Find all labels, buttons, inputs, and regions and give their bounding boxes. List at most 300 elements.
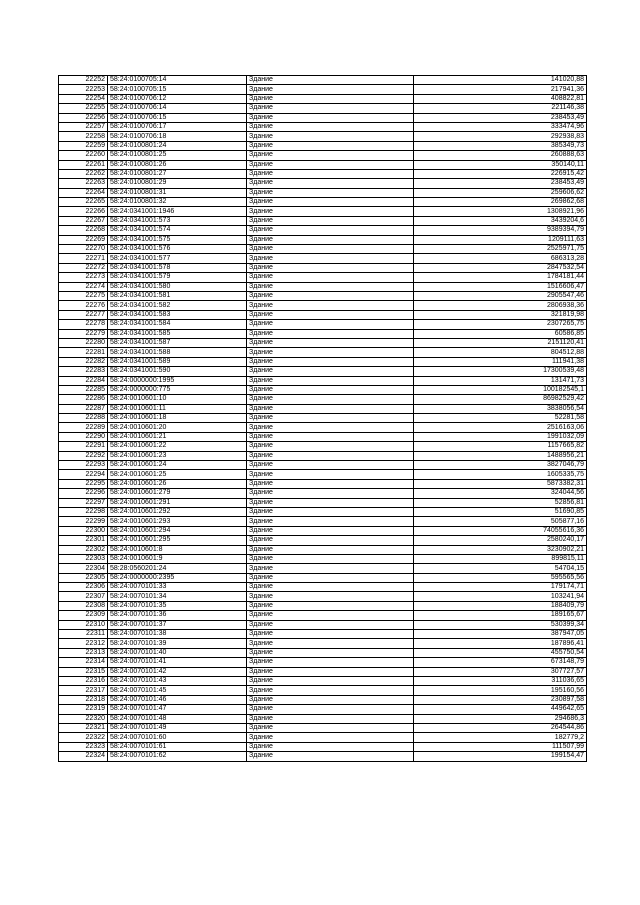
cadastral-value-cell: 195160,56 bbox=[414, 686, 587, 695]
table-row bbox=[59, 630, 587, 639]
object-type-cell: Здание bbox=[247, 517, 414, 526]
row-number-cell: 22283 bbox=[59, 367, 108, 376]
object-type-cell: Здание bbox=[247, 104, 414, 113]
cadastral-number-cell: 58:24:0070101:46 bbox=[108, 695, 247, 704]
cadastral-value-cell: 3838056,54 bbox=[414, 404, 587, 413]
row-number-cell: 22287 bbox=[59, 404, 108, 413]
cadastral-value-cell: 387947,05 bbox=[414, 630, 587, 639]
row-number-cell: 22310 bbox=[59, 620, 108, 629]
object-type-cell: Здание bbox=[247, 742, 414, 751]
table-row bbox=[59, 235, 587, 244]
row-number-cell: 22297 bbox=[59, 498, 108, 507]
object-type-cell: Здание bbox=[247, 235, 414, 244]
row-number-cell: 22256 bbox=[59, 113, 108, 122]
object-type-cell: Здание bbox=[247, 357, 414, 366]
cadastral-number-cell: 58:24:0341001:575 bbox=[108, 235, 247, 244]
cadastral-number-cell: 58:24:0010601:11 bbox=[108, 404, 247, 413]
cadastral-number-cell: 58:24:0010601:22 bbox=[108, 442, 247, 451]
row-number-cell: 22271 bbox=[59, 254, 108, 263]
table-row bbox=[59, 395, 587, 404]
object-type-cell: Здание bbox=[247, 263, 414, 272]
cadastral-value-cell: 385349,73 bbox=[414, 141, 587, 150]
cadastral-value-cell: 17300539,48 bbox=[414, 367, 587, 376]
cadastral-value-cell: 60586,85 bbox=[414, 329, 587, 338]
object-type-cell: Здание bbox=[247, 723, 414, 732]
row-number-cell: 22286 bbox=[59, 395, 108, 404]
object-type-cell: Здание bbox=[247, 545, 414, 554]
object-type-cell: Здание bbox=[247, 620, 414, 629]
cadastral-number-cell: 58:24:0100801:29 bbox=[108, 179, 247, 188]
cadastral-number-cell: 58:24:0010601:25 bbox=[108, 470, 247, 479]
object-type-cell: Здание bbox=[247, 395, 414, 404]
cadastral-number-cell: 58:24:0070101:41 bbox=[108, 658, 247, 667]
table-row bbox=[59, 348, 587, 357]
cadastral-value-cell: 2516163,06 bbox=[414, 423, 587, 432]
cadastral-number-cell: 58:24:0341001:584 bbox=[108, 320, 247, 329]
object-type-cell: Здание bbox=[247, 667, 414, 676]
cadastral-value-cell: 51690,85 bbox=[414, 507, 587, 516]
object-type-cell: Здание bbox=[247, 338, 414, 347]
object-type-cell: Здание bbox=[247, 85, 414, 94]
cadastral-value-cell: 2905547,46 bbox=[414, 291, 587, 300]
table-row bbox=[59, 592, 587, 601]
cadastral-value-cell: 260888,63 bbox=[414, 151, 587, 160]
cadastral-number-cell: 58:24:0070101:47 bbox=[108, 705, 247, 714]
cadastral-value-cell: 292938,83 bbox=[414, 132, 587, 141]
object-type-cell: Здание bbox=[247, 132, 414, 141]
row-number-cell: 22276 bbox=[59, 301, 108, 310]
cadastral-value-cell: 1784181,44 bbox=[414, 273, 587, 282]
cadastral-value-cell: 131471,73 bbox=[414, 376, 587, 385]
object-type-cell: Здание bbox=[247, 554, 414, 563]
row-number-cell: 22280 bbox=[59, 338, 108, 347]
object-type-cell: Здание bbox=[247, 282, 414, 291]
cadastral-value-cell: 307727,57 bbox=[414, 667, 587, 676]
object-type-cell: Здание bbox=[247, 677, 414, 686]
row-number-cell: 22269 bbox=[59, 235, 108, 244]
row-number-cell: 22293 bbox=[59, 461, 108, 470]
row-number-cell: 22295 bbox=[59, 479, 108, 488]
object-type-cell: Здание bbox=[247, 461, 414, 470]
cadastral-value-cell: 595565,56 bbox=[414, 573, 587, 582]
row-number-cell: 22270 bbox=[59, 245, 108, 254]
cadastral-number-cell: 58:24:0341001:573 bbox=[108, 216, 247, 225]
object-type-cell: Здание bbox=[247, 695, 414, 704]
table-row bbox=[59, 583, 587, 592]
table-row bbox=[59, 526, 587, 535]
cadastral-number-cell: 58:24:0070101:45 bbox=[108, 686, 247, 695]
object-type-cell: Здание bbox=[247, 526, 414, 535]
cadastral-value-cell: 269862,68 bbox=[414, 198, 587, 207]
cadastral-number-cell: 58:24:0100705:15 bbox=[108, 85, 247, 94]
row-number-cell: 22281 bbox=[59, 348, 108, 357]
cadastral-number-cell: 58:24:0341001:574 bbox=[108, 226, 247, 235]
table-row bbox=[59, 658, 587, 667]
cadastral-number-cell: 58:24:0100801:26 bbox=[108, 160, 247, 169]
object-type-cell: Здание bbox=[247, 367, 414, 376]
object-type-cell: Здание bbox=[247, 639, 414, 648]
row-number-cell: 22260 bbox=[59, 151, 108, 160]
row-number-cell: 22320 bbox=[59, 714, 108, 723]
cadastral-number-cell: 58:24:0100706:15 bbox=[108, 113, 247, 122]
table-row bbox=[59, 733, 587, 742]
table-row bbox=[59, 723, 587, 732]
cadastral-value-cell: 182779,2 bbox=[414, 733, 587, 742]
row-number-cell: 22292 bbox=[59, 451, 108, 460]
cadastral-number-cell: 58:24:0341001:579 bbox=[108, 273, 247, 282]
row-number-cell: 22303 bbox=[59, 554, 108, 563]
cadastral-value-cell: 199154,47 bbox=[414, 752, 587, 761]
object-type-cell: Здание bbox=[247, 442, 414, 451]
row-number-cell: 22264 bbox=[59, 188, 108, 197]
cadastral-number-cell: 58:24:0010601:8 bbox=[108, 545, 247, 554]
object-type-cell: Здание bbox=[247, 573, 414, 582]
cadastral-value-cell: 9389394,79 bbox=[414, 226, 587, 235]
object-type-cell: Здание bbox=[247, 329, 414, 338]
cadastral-value-cell: 2806938,36 bbox=[414, 301, 587, 310]
object-type-cell: Здание bbox=[247, 254, 414, 263]
table-row bbox=[59, 414, 587, 423]
row-number-cell: 22290 bbox=[59, 432, 108, 441]
object-type-cell: Здание bbox=[247, 291, 414, 300]
cadastral-value-cell: 324044,56 bbox=[414, 489, 587, 498]
table-row bbox=[59, 169, 587, 178]
table-row bbox=[59, 141, 587, 150]
object-type-cell: Здание bbox=[247, 151, 414, 160]
object-type-cell: Здание bbox=[247, 273, 414, 282]
row-number-cell: 22300 bbox=[59, 526, 108, 535]
cadastral-number-cell: 58:24:0000000:1995 bbox=[108, 376, 247, 385]
cadastral-value-cell: 179174,71 bbox=[414, 583, 587, 592]
table-row bbox=[59, 498, 587, 507]
table-row bbox=[59, 216, 587, 225]
cadastral-value-cell: 238453,49 bbox=[414, 113, 587, 122]
cadastral-value-cell: 1991032,09 bbox=[414, 432, 587, 441]
cadastral-number-cell: 58:24:0070101:42 bbox=[108, 667, 247, 676]
cadastral-value-cell: 1516606,47 bbox=[414, 282, 587, 291]
cadastral-value-cell: 2525971,75 bbox=[414, 245, 587, 254]
object-type-cell: Здание bbox=[247, 752, 414, 761]
table-row bbox=[59, 263, 587, 272]
cadastral-number-cell: 58:24:0000000:2395 bbox=[108, 573, 247, 582]
object-type-cell: Здание bbox=[247, 479, 414, 488]
table-row bbox=[59, 179, 587, 188]
cadastral-value-cell: 187896,41 bbox=[414, 639, 587, 648]
cadastral-value-cell: 74055616,36 bbox=[414, 526, 587, 535]
cadastral-value-cell: 449642,65 bbox=[414, 705, 587, 714]
cadastral-value-cell: 899815,11 bbox=[414, 554, 587, 563]
object-type-cell: Здание bbox=[247, 404, 414, 413]
cadastral-number-cell: 58:24:0341001:587 bbox=[108, 338, 247, 347]
table-row bbox=[59, 432, 587, 441]
row-number-cell: 22322 bbox=[59, 733, 108, 742]
row-number-cell: 22314 bbox=[59, 658, 108, 667]
table-row bbox=[59, 207, 587, 216]
cadastral-value-cell: 238453,49 bbox=[414, 179, 587, 188]
object-type-cell: Здание bbox=[247, 122, 414, 131]
row-number-cell: 22312 bbox=[59, 639, 108, 648]
cadastral-number-cell: 58:24:0010601:294 bbox=[108, 526, 247, 535]
table-row bbox=[59, 479, 587, 488]
row-number-cell: 22279 bbox=[59, 329, 108, 338]
object-type-cell: Здание bbox=[247, 301, 414, 310]
row-number-cell: 22253 bbox=[59, 85, 108, 94]
row-number-cell: 22324 bbox=[59, 752, 108, 761]
table-row bbox=[59, 338, 587, 347]
object-type-cell: Здание bbox=[247, 451, 414, 460]
cadastral-number-cell: 58:24:0100801:31 bbox=[108, 188, 247, 197]
cadastral-number-cell: 58:24:0070101:35 bbox=[108, 601, 247, 610]
table-row bbox=[59, 310, 587, 319]
row-number-cell: 22323 bbox=[59, 742, 108, 751]
cadastral-number-cell: 58:24:0100801:25 bbox=[108, 151, 247, 160]
object-type-cell: Здание bbox=[247, 583, 414, 592]
row-number-cell: 22285 bbox=[59, 385, 108, 394]
cadastral-number-cell: 58:24:0341001:581 bbox=[108, 291, 247, 300]
row-number-cell: 22258 bbox=[59, 132, 108, 141]
object-type-cell: Здание bbox=[247, 76, 414, 85]
cadastral-number-cell: 58:24:0070101:61 bbox=[108, 742, 247, 751]
table-row bbox=[59, 226, 587, 235]
object-type-cell: Здание bbox=[247, 601, 414, 610]
table-row bbox=[59, 752, 587, 761]
table-row bbox=[59, 564, 587, 573]
cadastral-number-cell: 58:24:0341001:577 bbox=[108, 254, 247, 263]
cadastral-number-cell: 58:24:0010601:20 bbox=[108, 423, 247, 432]
table-row bbox=[59, 160, 587, 169]
object-type-cell: Здание bbox=[247, 94, 414, 103]
cadastral-number-cell: 58:24:0070101:60 bbox=[108, 733, 247, 742]
table-row bbox=[59, 151, 587, 160]
cadastral-number-cell: 58:24:0341001:576 bbox=[108, 245, 247, 254]
table-row bbox=[59, 94, 587, 103]
cadastral-value-cell: 217941,36 bbox=[414, 85, 587, 94]
cadastral-number-cell: 58:24:0070101:40 bbox=[108, 648, 247, 657]
row-number-cell: 22265 bbox=[59, 198, 108, 207]
cadastral-number-cell: 58:24:0010601:292 bbox=[108, 507, 247, 516]
cadastral-value-cell: 321819,98 bbox=[414, 310, 587, 319]
cadastral-number-cell: 58:24:0070101:38 bbox=[108, 630, 247, 639]
object-type-cell: Здание bbox=[247, 498, 414, 507]
cadastral-number-cell: 58:24:0010601:23 bbox=[108, 451, 247, 460]
row-number-cell: 22261 bbox=[59, 160, 108, 169]
row-number-cell: 22254 bbox=[59, 94, 108, 103]
table-row bbox=[59, 620, 587, 629]
row-number-cell: 22289 bbox=[59, 423, 108, 432]
cadastral-number-cell: 58:24:0010601:26 bbox=[108, 479, 247, 488]
row-number-cell: 22302 bbox=[59, 545, 108, 554]
row-number-cell: 22273 bbox=[59, 273, 108, 282]
cadastral-number-cell: 58:24:0070101:33 bbox=[108, 583, 247, 592]
cadastral-value-cell: 1157665,82 bbox=[414, 442, 587, 451]
cadastral-number-cell: 58:24:0341001:589 bbox=[108, 357, 247, 366]
row-number-cell: 22278 bbox=[59, 320, 108, 329]
cadastral-value-cell: 100182545,1 bbox=[414, 385, 587, 394]
cadastral-value-cell: 86982529,42 bbox=[414, 395, 587, 404]
table-row bbox=[59, 442, 587, 451]
row-number-cell: 22307 bbox=[59, 592, 108, 601]
table-row bbox=[59, 329, 587, 338]
cadastral-value-cell: 408822,81 bbox=[414, 94, 587, 103]
cadastral-value-cell: 673148,79 bbox=[414, 658, 587, 667]
row-number-cell: 22267 bbox=[59, 216, 108, 225]
cadastral-value-cell: 1308921,96 bbox=[414, 207, 587, 216]
cadastral-value-cell: 111941,38 bbox=[414, 357, 587, 366]
cadastral-value-cell: 52856,81 bbox=[414, 498, 587, 507]
cadastral-value-cell: 141020,88 bbox=[414, 76, 587, 85]
cadastral-number-cell: 58:24:0010601:10 bbox=[108, 395, 247, 404]
cadastral-number-cell: 58:28:0560201:24 bbox=[108, 564, 247, 573]
cadastral-value-cell: 686313,28 bbox=[414, 254, 587, 263]
table-row bbox=[59, 113, 587, 122]
cadastral-number-cell: 58:24:0070101:48 bbox=[108, 714, 247, 723]
table-row bbox=[59, 536, 587, 545]
object-type-cell: Здание bbox=[247, 226, 414, 235]
table-row bbox=[59, 461, 587, 470]
table-row bbox=[59, 686, 587, 695]
cadastral-value-cell: 2847532,54 bbox=[414, 263, 587, 272]
table-row bbox=[59, 667, 587, 676]
row-number-cell: 22282 bbox=[59, 357, 108, 366]
object-type-cell: Здание bbox=[247, 376, 414, 385]
cadastral-number-cell: 58:24:0341001:588 bbox=[108, 348, 247, 357]
cadastral-number-cell: 58:24:0070101:36 bbox=[108, 611, 247, 620]
row-number-cell: 22311 bbox=[59, 630, 108, 639]
table-body bbox=[59, 76, 587, 762]
cadastral-value-cell: 3827046,79 bbox=[414, 461, 587, 470]
row-number-cell: 22274 bbox=[59, 282, 108, 291]
object-type-cell: Здание bbox=[247, 470, 414, 479]
table-row bbox=[59, 451, 587, 460]
table-row bbox=[59, 517, 587, 526]
cadastral-value-cell: 221146,38 bbox=[414, 104, 587, 113]
table-row bbox=[59, 132, 587, 141]
cadastral-value-cell: 259606,62 bbox=[414, 188, 587, 197]
cadastral-value-cell: 54704,15 bbox=[414, 564, 587, 573]
cadastral-number-cell: 58:24:0010601:21 bbox=[108, 432, 247, 441]
cadastral-value-cell: 1209111,63 bbox=[414, 235, 587, 244]
row-number-cell: 22318 bbox=[59, 695, 108, 704]
row-number-cell: 22317 bbox=[59, 686, 108, 695]
cadastral-number-cell: 58:24:0100801:24 bbox=[108, 141, 247, 150]
row-number-cell: 22319 bbox=[59, 705, 108, 714]
object-type-cell: Здание bbox=[247, 611, 414, 620]
row-number-cell: 22262 bbox=[59, 169, 108, 178]
cadastral-value-cell: 294686,3 bbox=[414, 714, 587, 723]
table-row bbox=[59, 573, 587, 582]
cadastral-number-cell: 58:24:0070101:39 bbox=[108, 639, 247, 648]
table-row bbox=[59, 545, 587, 554]
cadastral-value-cell: 2307265,75 bbox=[414, 320, 587, 329]
table-row bbox=[59, 198, 587, 207]
table-row bbox=[59, 376, 587, 385]
row-number-cell: 22308 bbox=[59, 601, 108, 610]
object-type-cell: Здание bbox=[247, 141, 414, 150]
cadastral-number-cell: 58:24:0010601:18 bbox=[108, 414, 247, 423]
table-row bbox=[59, 742, 587, 751]
cadastral-value-cell: 230897,58 bbox=[414, 695, 587, 704]
object-type-cell: Здание bbox=[247, 564, 414, 573]
table-row bbox=[59, 677, 587, 686]
table-row bbox=[59, 601, 587, 610]
table-row bbox=[59, 404, 587, 413]
object-type-cell: Здание bbox=[247, 216, 414, 225]
row-number-cell: 22315 bbox=[59, 667, 108, 676]
object-type-cell: Здание bbox=[247, 113, 414, 122]
cadastral-number-cell: 58:24:0070101:49 bbox=[108, 723, 247, 732]
row-number-cell: 22255 bbox=[59, 104, 108, 113]
row-number-cell: 22316 bbox=[59, 677, 108, 686]
cadastral-value-cell: 264544,86 bbox=[414, 723, 587, 732]
object-type-cell: Здание bbox=[247, 686, 414, 695]
cadastral-number-cell: 58:24:0100705:14 bbox=[108, 76, 247, 85]
row-number-cell: 22284 bbox=[59, 376, 108, 385]
object-type-cell: Здание bbox=[247, 207, 414, 216]
table-row bbox=[59, 489, 587, 498]
object-type-cell: Здание bbox=[247, 714, 414, 723]
row-number-cell: 22288 bbox=[59, 414, 108, 423]
table-row bbox=[59, 76, 587, 85]
cadastral-value-cell: 5873382,31 bbox=[414, 479, 587, 488]
object-type-cell: Здание bbox=[247, 507, 414, 516]
cadastral-number-cell: 58:24:0341001:578 bbox=[108, 263, 247, 272]
cadastral-number-cell: 58:24:0341001:1946 bbox=[108, 207, 247, 216]
row-number-cell: 22309 bbox=[59, 611, 108, 620]
cadastral-value-cell: 2580240,17 bbox=[414, 536, 587, 545]
table-row bbox=[59, 122, 587, 131]
cadastral-value-cell: 1488956,21 bbox=[414, 451, 587, 460]
cadastral-value-cell: 3439204,6 bbox=[414, 216, 587, 225]
table-row bbox=[59, 367, 587, 376]
cadastral-value-cell: 350140,11 bbox=[414, 160, 587, 169]
cadastral-number-cell: 58:24:0341001:583 bbox=[108, 310, 247, 319]
table-row bbox=[59, 611, 587, 620]
table-row bbox=[59, 423, 587, 432]
table-row bbox=[59, 320, 587, 329]
object-type-cell: Здание bbox=[247, 592, 414, 601]
table-row bbox=[59, 507, 587, 516]
row-number-cell: 22277 bbox=[59, 310, 108, 319]
object-type-cell: Здание bbox=[247, 310, 414, 319]
row-number-cell: 22306 bbox=[59, 583, 108, 592]
object-type-cell: Здание bbox=[247, 432, 414, 441]
cadastral-number-cell: 58:24:0070101:34 bbox=[108, 592, 247, 601]
cadastral-value-cell: 226915,42 bbox=[414, 169, 587, 178]
object-type-cell: Здание bbox=[247, 320, 414, 329]
object-type-cell: Здание bbox=[247, 160, 414, 169]
row-number-cell: 22263 bbox=[59, 179, 108, 188]
cadastral-value-cell: 804512,88 bbox=[414, 348, 587, 357]
cadastral-number-cell: 58:24:0010601:291 bbox=[108, 498, 247, 507]
table-row bbox=[59, 291, 587, 300]
cadastral-value-cell: 103241,94 bbox=[414, 592, 587, 601]
object-type-cell: Здание bbox=[247, 179, 414, 188]
cadastral-number-cell: 58:24:0100706:12 bbox=[108, 94, 247, 103]
row-number-cell: 22305 bbox=[59, 573, 108, 582]
row-number-cell: 22299 bbox=[59, 517, 108, 526]
cadastral-value-cell: 311036,65 bbox=[414, 677, 587, 686]
cadastral-table bbox=[58, 75, 587, 762]
object-type-cell: Здание bbox=[247, 733, 414, 742]
table-row bbox=[59, 385, 587, 394]
cadastral-number-cell: 58:24:0100706:14 bbox=[108, 104, 247, 113]
object-type-cell: Здание bbox=[247, 536, 414, 545]
cadastral-number-cell: 58:24:0070101:62 bbox=[108, 752, 247, 761]
cadastral-number-cell: 58:24:0000000:775 bbox=[108, 385, 247, 394]
row-number-cell: 22257 bbox=[59, 122, 108, 131]
object-type-cell: Здание bbox=[247, 630, 414, 639]
cadastral-number-cell: 58:24:0341001:580 bbox=[108, 282, 247, 291]
